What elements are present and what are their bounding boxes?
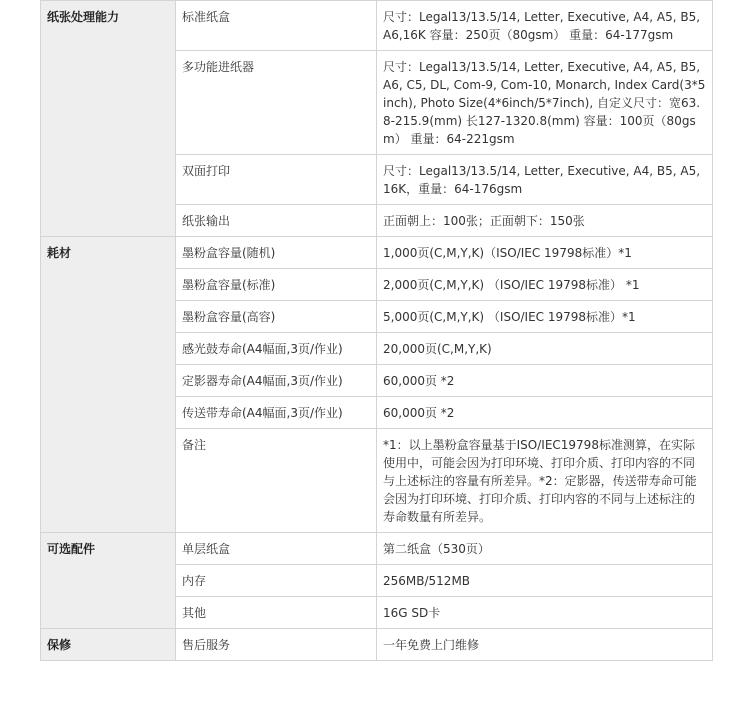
- item-value: 20,000页(C,M,Y,K): [377, 333, 713, 365]
- item-label: 内存: [176, 565, 377, 597]
- category-options: 可选配件: [41, 533, 176, 629]
- item-value: 一年免费上门维修: [377, 629, 713, 661]
- item-value: 16G SD卡: [377, 597, 713, 629]
- item-value: 256MB/512MB: [377, 565, 713, 597]
- item-value: 正面朝上：100张；正面朝下：150张: [377, 205, 713, 237]
- category-warranty: 保修: [41, 629, 176, 661]
- item-label: 墨粉盒容量(标准): [176, 269, 377, 301]
- item-label: 其他: [176, 597, 377, 629]
- table-row: [41, 1, 713, 51]
- spec-table: [40, 0, 713, 661]
- category-paper-handling: 纸张处理能力: [41, 1, 176, 237]
- item-label: 纸张输出: [176, 205, 377, 237]
- item-value: 60,000页 *2: [377, 365, 713, 397]
- item-label: 感光鼓寿命(A4幅面,3页/作业): [176, 333, 377, 365]
- item-value: 60,000页 *2: [377, 397, 713, 429]
- item-label: 双面打印: [176, 155, 377, 205]
- item-value: 尺寸：Legal13/13.5/14, Letter, Executive, A4, B5, A5,16K，重量：64-176gsm: [377, 155, 713, 205]
- item-value: 2,000页(C,M,Y,K) （ISO/IEC 19798标准） *1: [377, 269, 713, 301]
- item-label: 墨粉盒容量(随机): [176, 237, 377, 269]
- table-row: [41, 237, 713, 269]
- item-label: 传送带寿命(A4幅面,3页/作业): [176, 397, 377, 429]
- item-value: 1,000页(C,M,Y,K)（ISO/IEC 19798标准）*1: [377, 237, 713, 269]
- item-value: 尺寸：Legal13/13.5/14, Letter, Executive, A4, A5, B5, A6,16K 容量：250页（80gsm） 重量：64-177gsm: [377, 1, 713, 51]
- item-label: 单层纸盒: [176, 533, 377, 565]
- item-value: 第二纸盒（530页）: [377, 533, 713, 565]
- item-value: 尺寸：Legal13/13.5/14, Letter, Executive, A4, A5, B5, A6, C5, DL, Com-9, Com-10, Monarch, Index Card(3*5inch), Photo Size(4*6inch/5*7inch), 自定义尺寸：宽63.8-215.9(mm) 长127-1320.8(mm) 容量：100页（80gsm） 重量：64-221gsm: [377, 51, 713, 155]
- item-label: 标准纸盒: [176, 1, 377, 51]
- category-consumables: 耗材: [41, 237, 176, 533]
- item-value: *1：以上墨粉盒容量基于ISO/IEC19798标准测算，在实际使用中，可能会因为打印环境、打印介质、打印内容的不同与上述标注的容量有所差异。*2：定影器，传送带寿命可能会因为打印环境、打印介质、打印内容的不同与上述标注的寿命数量有所差异。: [377, 429, 713, 533]
- item-label: 备注: [176, 429, 377, 533]
- item-label: 定影器寿命(A4幅面,3页/作业): [176, 365, 377, 397]
- table-row: [41, 533, 713, 565]
- item-value: 5,000页(C,M,Y,K) （ISO/IEC 19798标准）*1: [377, 301, 713, 333]
- item-label: 多功能进纸器: [176, 51, 377, 155]
- table-row: [41, 629, 713, 661]
- item-label: 售后服务: [176, 629, 377, 661]
- item-label: 墨粉盒容量(高容): [176, 301, 377, 333]
